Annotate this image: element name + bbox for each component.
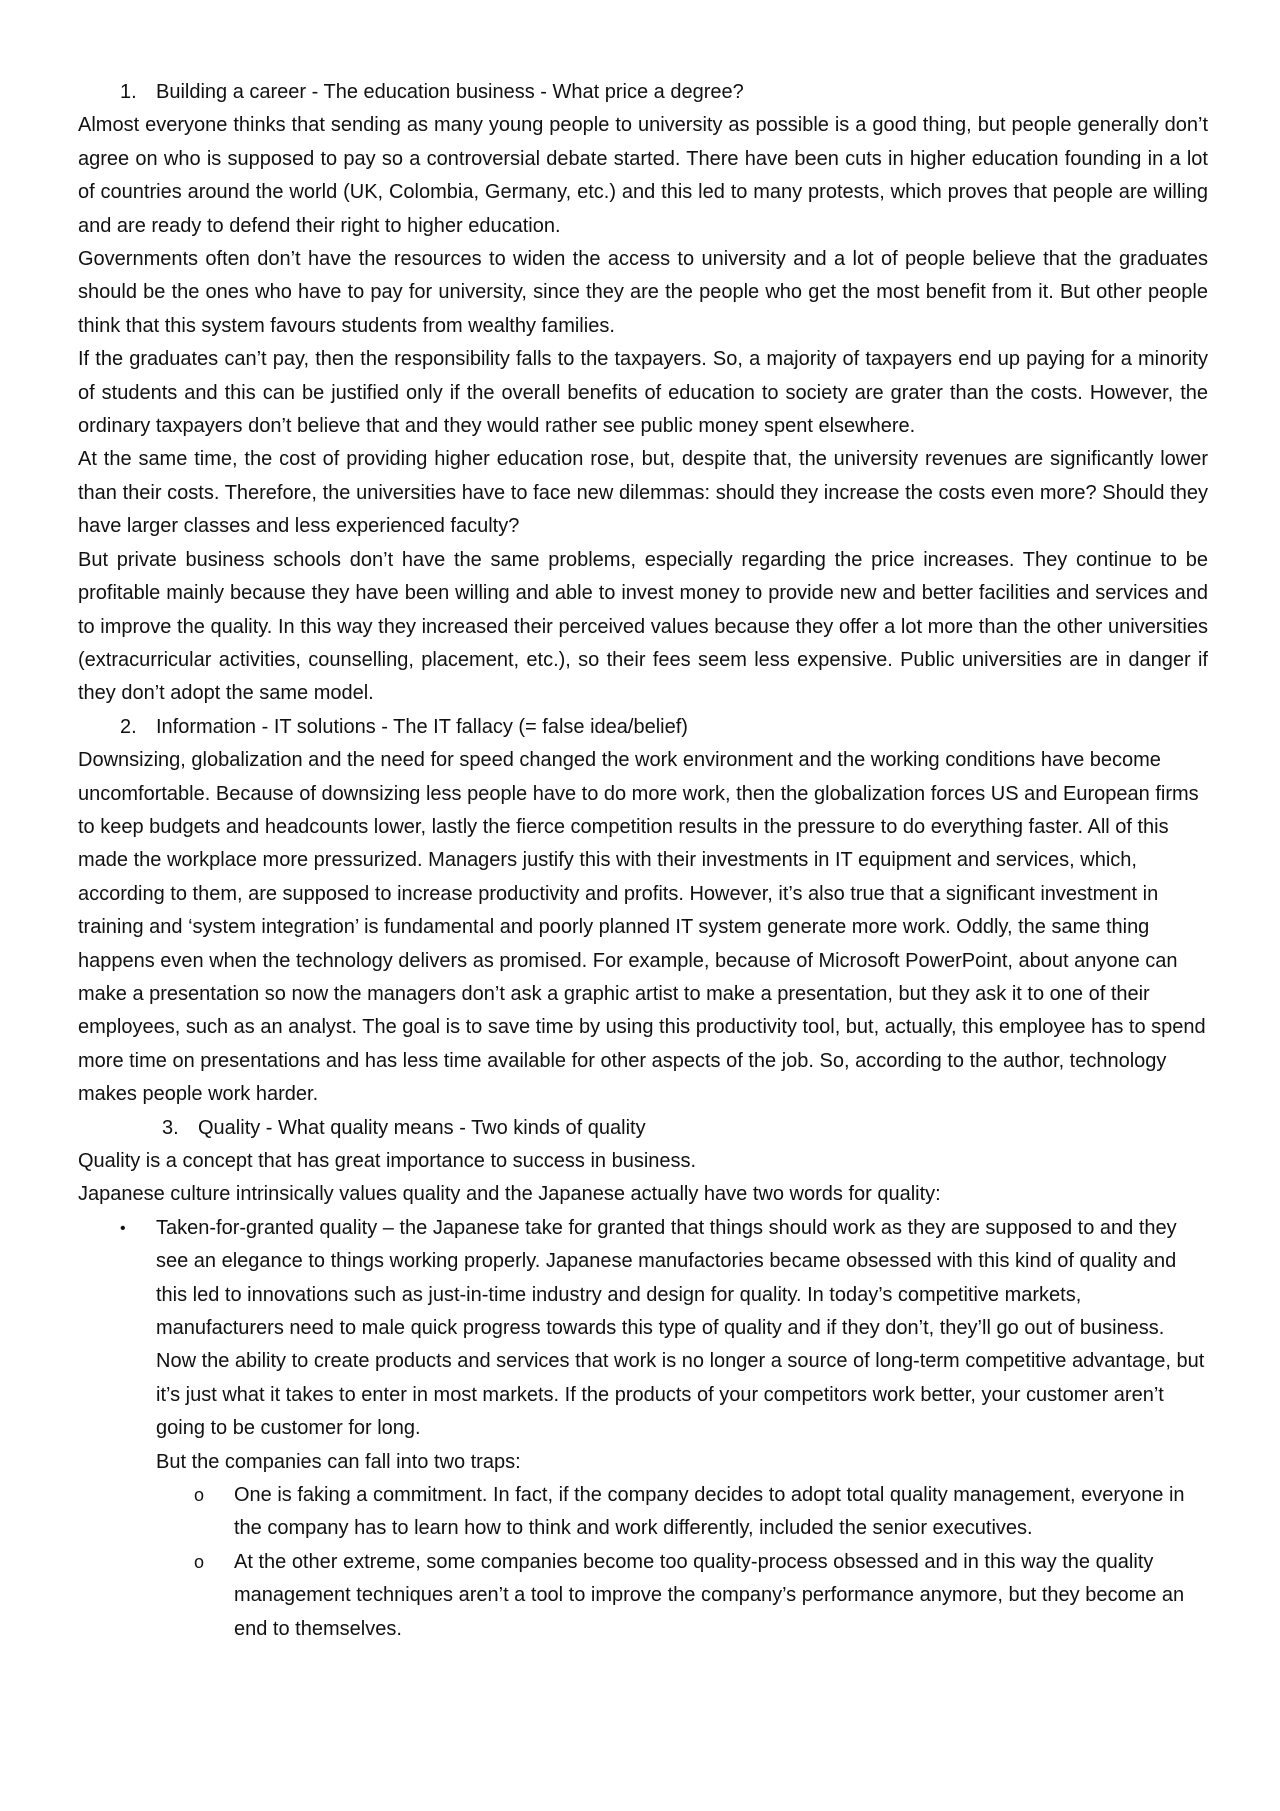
section-3-number: 3. <box>162 1116 179 1139</box>
section-3-title: Quality - What quality means - Two kinds of quality <box>198 1116 646 1139</box>
section-1-paragraph-2: Governments often don’t have the resources to widen the access to university and a lot of people believe that the graduates should be the ones who have to pay for university, since they are the people who get the most benefit from it. But other people think that this system favours students from wealthy families. <box>78 248 1208 337</box>
sub-bullet-item <box>156 1546 1208 1646</box>
section-1-paragraph-5: But private business schools don’t have the same problems, especially regarding the price increases. They continue to be profitable mainly because they have been willing and able to invest money to provide new and better facilities and services and to improve the quality. In this way they increased their perceived values because they offer a lot more than the other universities (extracurricular activities, counselling, placement, etc.), so their fees seem less expensive. Public universities are in danger if they don’t adopt the same model. <box>78 548 1208 705</box>
section-3-bullet-list <box>78 1212 1208 1646</box>
section-2-number: 2. <box>120 715 137 738</box>
sub-bullet-marker: o <box>194 1551 205 1572</box>
traps-intro: But the companies can fall into two traps: <box>156 1450 521 1473</box>
section-1-paragraph-1: Almost everyone thinks that sending as many young people to university as possible is a good thing, but people generally don’t agree on who is supposed to pay so a controversial debate started. There have been cuts in higher education founding in a lot of countries around the world (UK, Colombia, Germany, etc.) and this led to many protests, which proves that people are willing and are ready to defend their right to higher education. <box>78 114 1208 237</box>
sub-bullet-item <box>156 1479 1208 1546</box>
section-3-intro-2: Japanese culture intrinsically values quality and the Japanese actually have two words for quality: <box>78 1183 941 1206</box>
sub-bullet-text: One is faking a commitment. In fact, if the company decides to adopt total quality management, everyone in the company has to learn how to think and work differently, included the senior executives. <box>234 1484 1185 1540</box>
traps-list <box>156 1479 1208 1646</box>
document-page <box>78 76 1208 1646</box>
section-2-heading <box>78 711 1208 744</box>
section-2-paragraph: Downsizing, globalization and the need for speed changed the work environment and the working conditions have become uncomfortable. Because of downsizing less people have to do more work, then the globalization forces US and European firms to keep budgets and headcounts lower, lastly the fierce competition results in the pressure to do everything faster. All of this made the workplace more pressurized. Managers justify this with their investments in IT equipment and services, which, according to them, are supposed to increase productivity and profits. However, it’s also true that a significant investment in training and ‘system integration’ is fundamental and poorly planned IT system generate more work. Oddly, the same thing happens even when the technology delivers as promised. For example, because of Microsoft PowerPoint, about anyone can make a presentation so now the managers don’t ask a graphic artist to make a presentation, but they ask it to one of their employees, such as an analyst. The goal is to save time by using this productivity tool, but, actually, this employee has to spend more time on presentations and has less time available for other aspects of the job. So, according to the author, technology makes people work harder. <box>78 749 1206 1106</box>
bullet-item <box>78 1212 1208 1646</box>
bullet-marker: • <box>120 1219 126 1237</box>
section-1-number: 1. <box>120 81 137 103</box>
section-2-title: Information - IT solutions - The IT fallacy (= false idea/belief) <box>156 715 688 738</box>
bullet-body <box>156 1212 1208 1646</box>
section-3-heading <box>78 1112 1208 1145</box>
section-3-intro: Quality is a concept that has great importance to success in business. <box>78 1150 697 1172</box>
section-1-paragraph-4: At the same time, the cost of providing higher education rose, but, despite that, the university revenues are significantly lower than their costs. Therefore, the universities have to face new dilemmas: should they increase the costs even more? Should they have larger classes and less experienced faculty? <box>78 448 1208 538</box>
section-1-heading <box>78 76 1208 109</box>
section-1-paragraph-3: If the graduates can’t pay, then the responsibility falls to the taxpayers. So, a majority of taxpayers end up paying for a minority of students and this can be justified only if the overall benefits of education to society are grater than the costs. However, the ordinary taxpayers don’t believe that and they would rather see public money spent elsewhere. <box>78 348 1208 438</box>
sub-bullet-marker: o <box>194 1485 205 1506</box>
bullet-text: Taken-for-granted quality – the Japanese take for granted that things should work as they are supposed to and they see an elegance to things working properly. Japanese manufactories became obsessed with this kind of quality and this led to innovations such as just-in-time industry and design for quality. In today’s competitive markets, manufacturers need to male quick progress towards this type of quality and if they don’t, they’ll go out of business. Now the ability to create products and services that work is no longer a source of long-term competitive advantage, but it’s just what it takes to enter in most markets. If the products of your competitors work better, your customer aren’t going to be customer for long. <box>156 1216 1205 1440</box>
section-1-title: Building a career - The education business - What price a degree? <box>156 81 744 103</box>
sub-bullet-text: At the other extreme, some companies become too quality-process obsessed and in this way the quality management techniques aren’t a tool to improve the company’s performance anymore, but they become an end to themselves. <box>234 1550 1185 1640</box>
